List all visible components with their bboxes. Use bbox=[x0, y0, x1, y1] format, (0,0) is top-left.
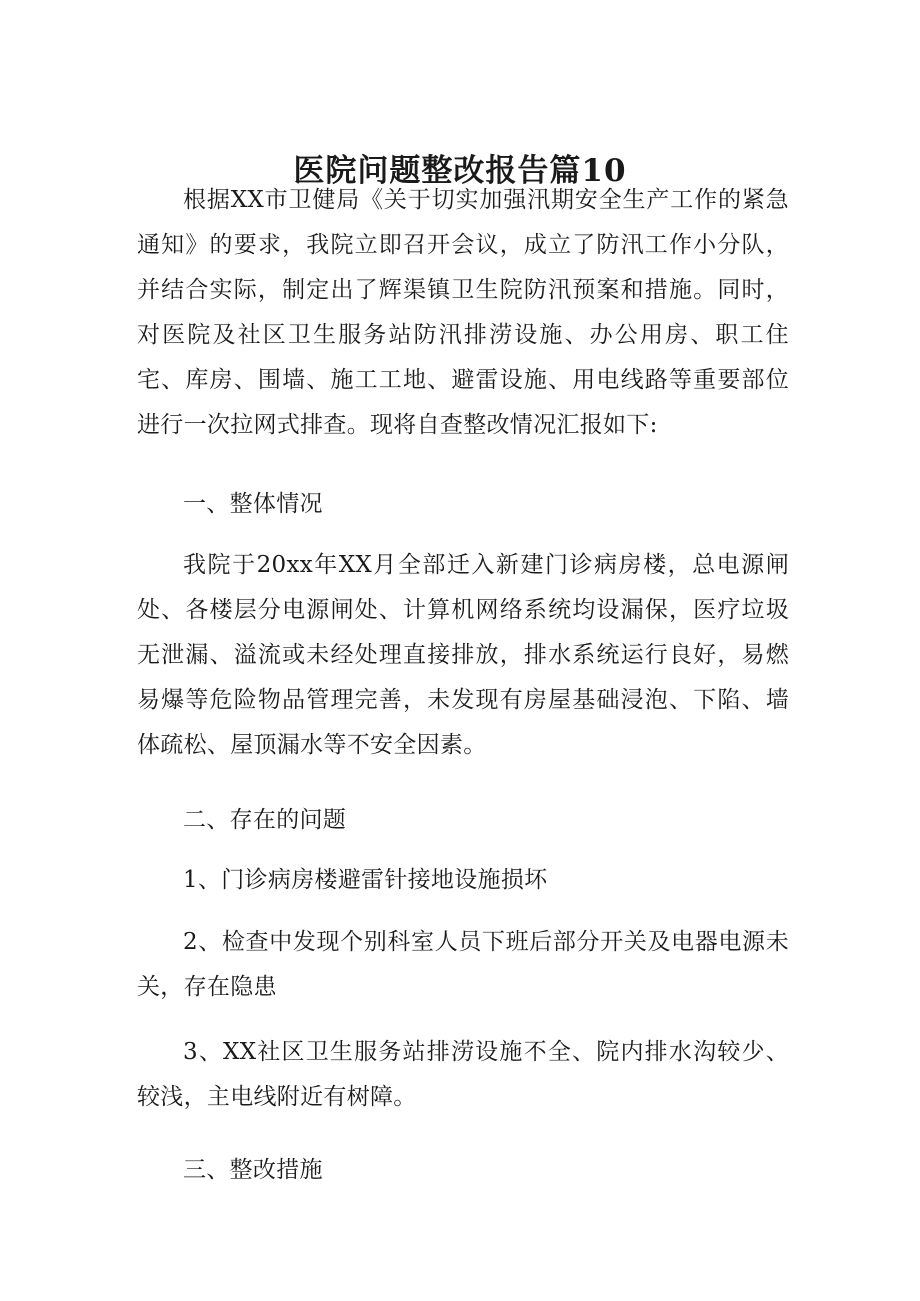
problem-item-2 bbox=[137, 920, 789, 1010]
section-3-heading-text: 三、整改措施 bbox=[183, 1157, 323, 1183]
intro-paragraph bbox=[137, 178, 789, 448]
problem-item-3-text: 3、XX社区卫生服务站排涝设施不全、院内排水沟较少、较浅，主电线附近有树障。 bbox=[137, 1039, 789, 1110]
section-1-text: 我院于20xx年XX月全部迁入新建门诊病房楼，总电源闸处、各楼层分电源闸处、计算机网络系统均设漏保，医疗垃圾无泄漏、溢流或未经处理直接排放，排水系统运行良好，易燃易爆等危险物品管理完善，未发现有房屋基础浸泡、下陷、墙体疏松、屋顶漏水等不安全因素。 bbox=[137, 552, 789, 758]
section-heading-3 bbox=[137, 1148, 789, 1193]
problem-item-1-text: 1、门诊病房楼避雷针接地设施损坏 bbox=[183, 867, 548, 893]
section-1-heading-text: 一、整体情况 bbox=[183, 491, 323, 517]
problem-item-2-text: 2、检查中发现个别科室人员下班后部分开关及电器电源未关，存在隐患 bbox=[137, 929, 789, 1000]
problem-item-1 bbox=[137, 858, 789, 903]
section-1-paragraph bbox=[137, 543, 789, 768]
section-2-heading-text: 二、存在的问题 bbox=[183, 807, 347, 833]
section-heading-1 bbox=[137, 482, 789, 527]
section-heading-2 bbox=[137, 798, 789, 843]
problem-item-3 bbox=[137, 1030, 789, 1120]
document-title: 医院问题整改报告篇10 bbox=[293, 152, 627, 189]
intro-text: 根据XX市卫健局《关于切实加强汛期安全生产工作的紧急通知》的要求，我院立即召开会议，成立了防汛工作小分队，并结合实际，制定出了辉渠镇卫生院防汛预案和措施。同时，对医院及社区卫生服务站防汛排涝设施、办公用房、职工住宅、库房、围墙、施工工地、避雷设施、用电线路等重要部位进行一次拉网式排查。现将自查整改情况汇报如下: bbox=[137, 187, 789, 438]
